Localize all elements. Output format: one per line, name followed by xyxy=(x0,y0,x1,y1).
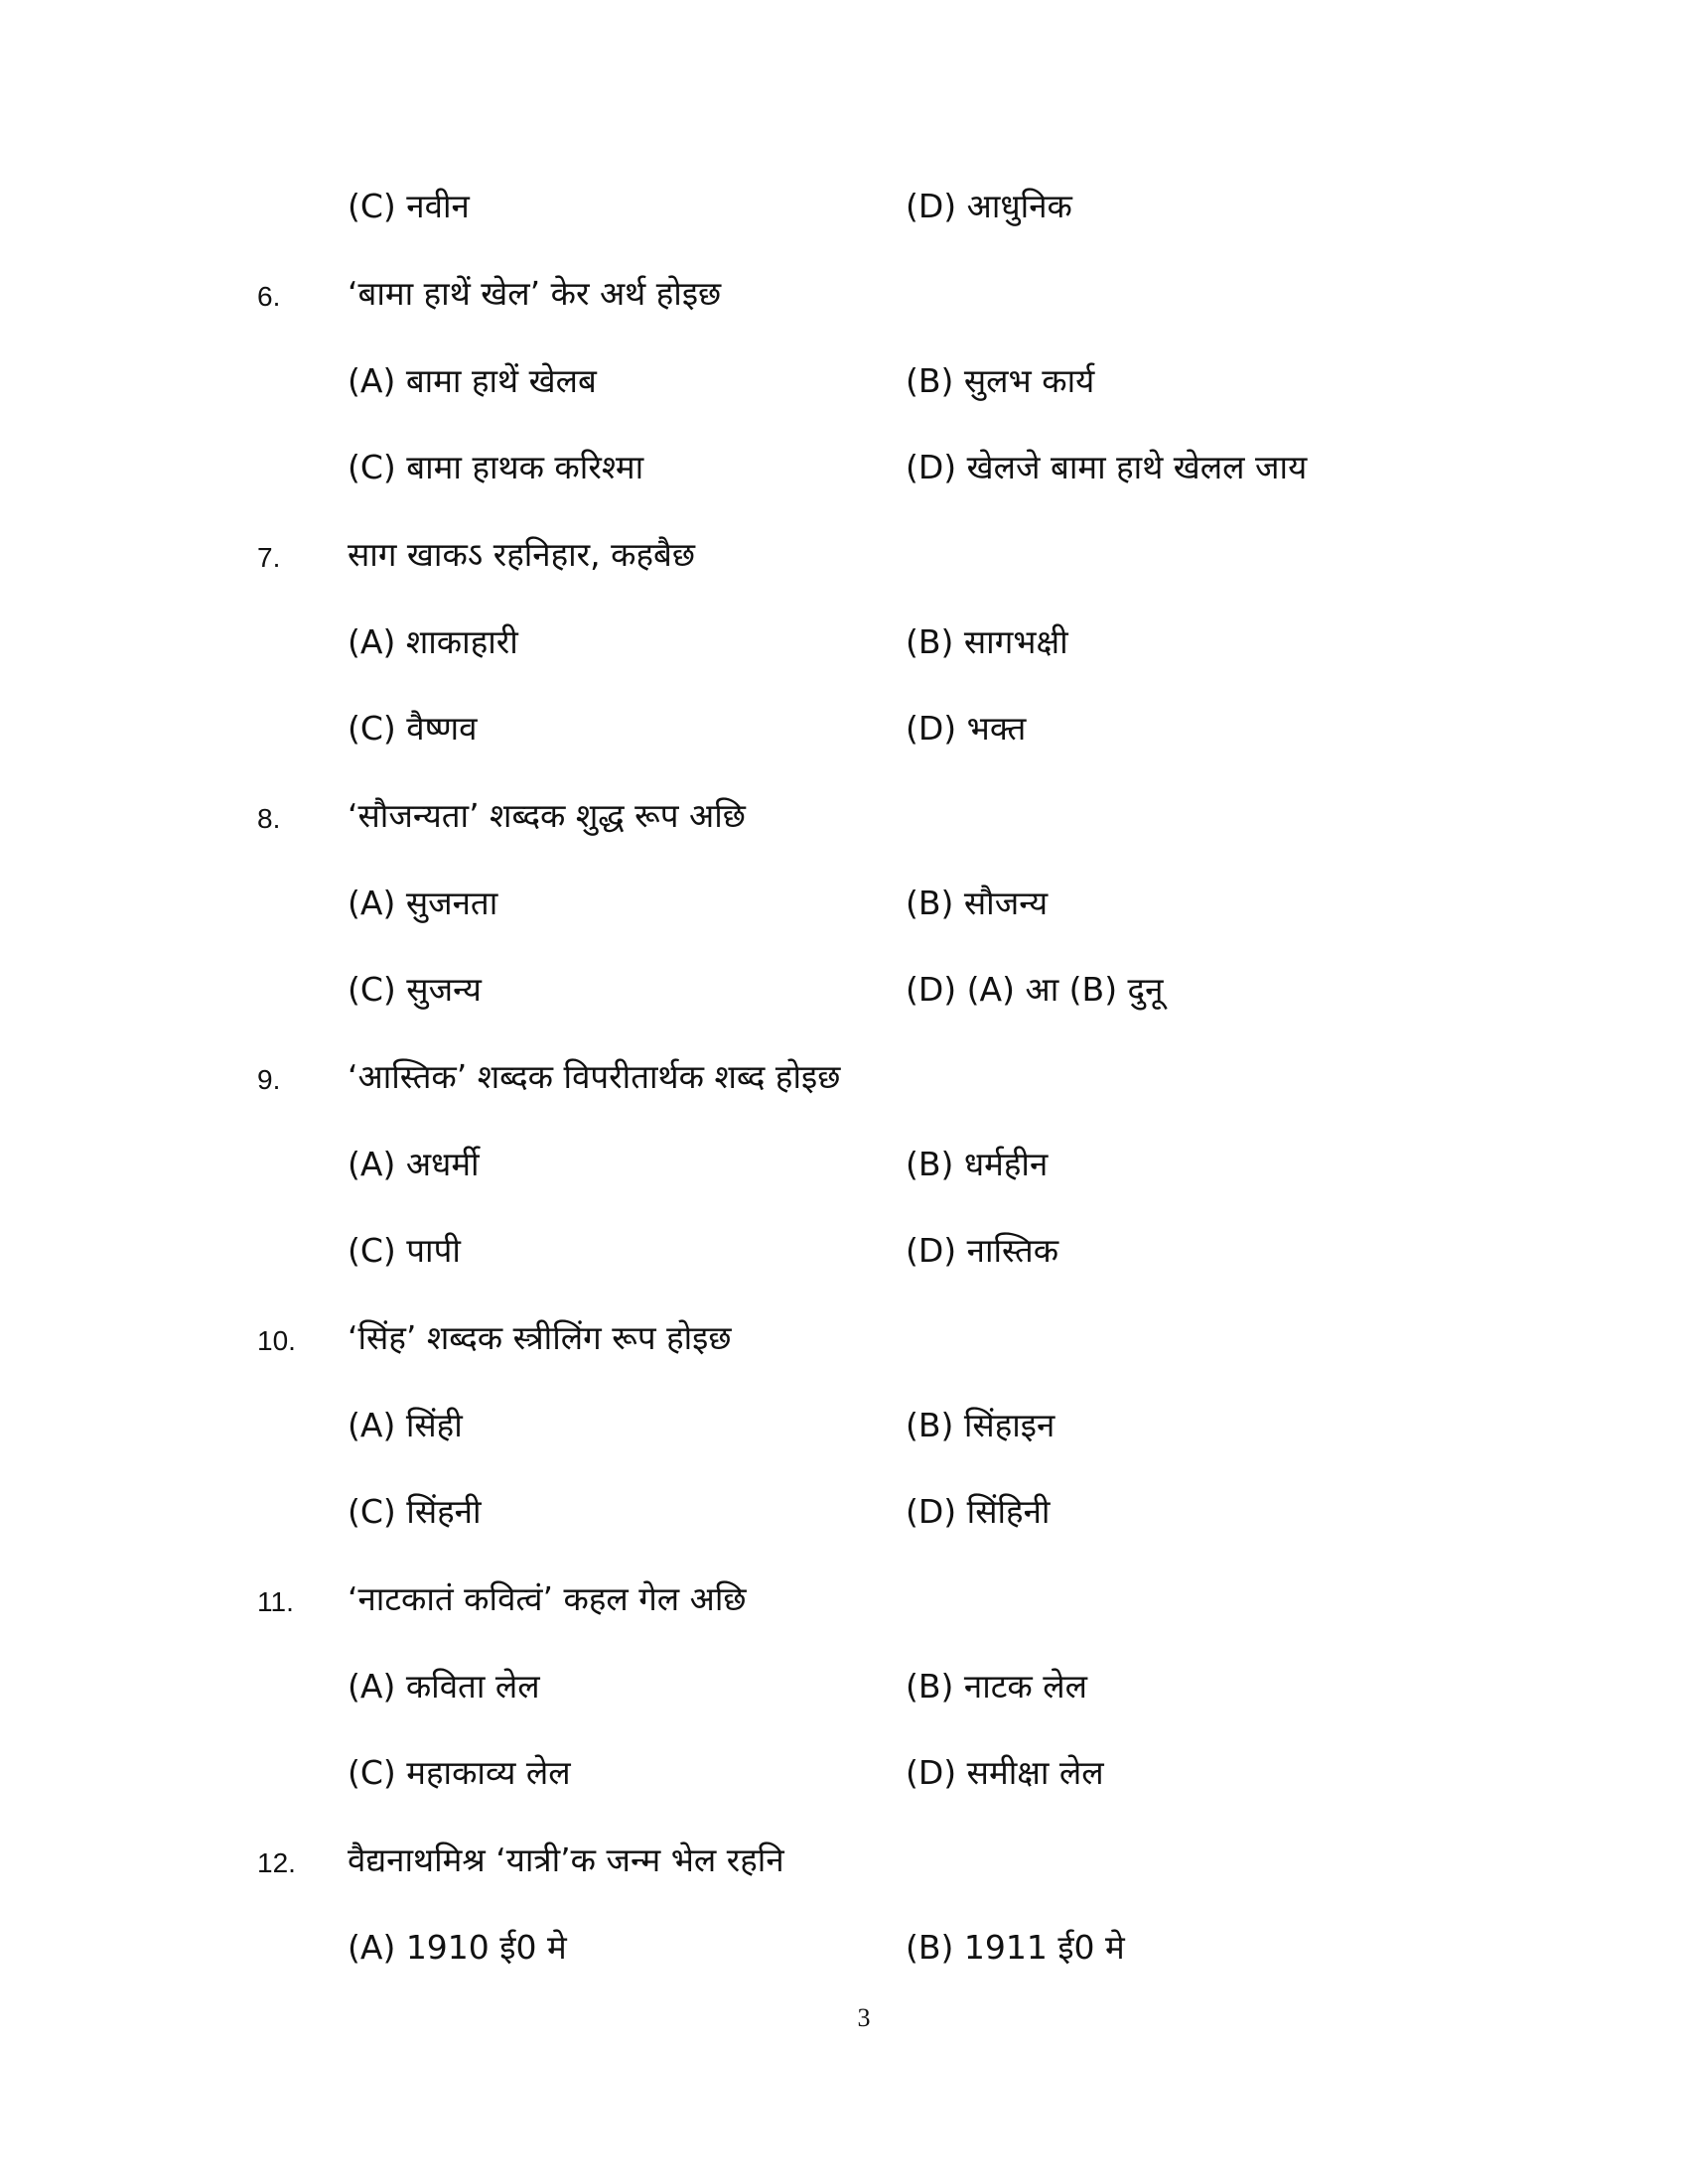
question-text: वैद्यनाथमिश्र ‘यात्री’क जन्म भेल रहनि xyxy=(348,1841,784,1879)
option-c: (C) महाकाव्य लेल xyxy=(348,1753,571,1792)
question-number: 7. xyxy=(257,542,281,573)
option-c: (C) सिंहनी xyxy=(348,1492,482,1531)
question-text: ‘बामा हाथें खेल’ केर अर्थ होइछ xyxy=(348,274,722,313)
option-d: (D) नास्तिक xyxy=(906,1231,1059,1270)
option-b: (B) सुलभ कार्य xyxy=(906,361,1095,400)
option-c: (C) नवीन xyxy=(348,187,470,225)
option-b: (B) सौजन्य xyxy=(906,884,1049,922)
option-b: (B) सिंहाइन xyxy=(906,1406,1055,1444)
option-d: (D) खेलजे बामा हाथे खेलल जाय xyxy=(906,448,1308,486)
option-a: (A) सुजनता xyxy=(348,884,498,922)
question-number: 9. xyxy=(257,1064,281,1095)
option-a: (A) अधर्मी xyxy=(348,1145,480,1183)
option-c: (C) बामा हाथक करिश्मा xyxy=(348,448,644,486)
option-c: (C) पापी xyxy=(348,1231,461,1270)
question-number: 10. xyxy=(257,1325,296,1356)
question-text: ‘सिंह’ शब्दक स्त्रीलिंग रूप होइछ xyxy=(348,1318,732,1357)
question-text: ‘आस्तिक’ शब्दक विपरीतार्थक शब्द होइछ xyxy=(348,1057,841,1096)
question-number: 6. xyxy=(257,281,281,312)
option-d: (D) (A) आ (B) दुनू xyxy=(906,970,1164,1009)
option-d: (D) आधुनिक xyxy=(906,187,1072,225)
question-text: साग खाकऽ रहनिहार, कहबैछ xyxy=(348,535,695,574)
option-b: (B) धर्महीन xyxy=(906,1145,1049,1183)
question-number: 8. xyxy=(257,803,281,834)
option-d: (D) समीक्षा लेल xyxy=(906,1753,1104,1792)
question-text: ‘सौजन्यता’ शब्दक शुद्ध रूप अछि xyxy=(348,796,746,835)
option-a: (A) 1910 ई0 मे xyxy=(348,1928,567,1967)
option-a: (A) शाकाहारी xyxy=(348,622,518,661)
question-number: 12. xyxy=(257,1847,296,1878)
option-b: (B) सागभक्षी xyxy=(906,622,1068,661)
option-b: (B) नाटक लेल xyxy=(906,1667,1087,1706)
option-a: (A) कविता लेल xyxy=(348,1667,540,1706)
option-a: (A) सिंही xyxy=(348,1406,463,1444)
option-b: (B) 1911 ई0 मे xyxy=(906,1928,1125,1967)
question-number: 11. xyxy=(257,1586,294,1617)
page-number: 3 xyxy=(857,2003,871,2032)
option-a: (A) बामा हाथें खेलब xyxy=(348,361,597,400)
option-c: (C) सुजन्य xyxy=(348,970,482,1009)
question-text: ‘नाटकातं कवित्वं’ कहल गेल अछि xyxy=(348,1579,747,1618)
option-d: (D) सिंहिनी xyxy=(906,1492,1051,1531)
option-c: (C) वैष्णव xyxy=(348,709,478,748)
option-d: (D) भक्त xyxy=(906,709,1027,748)
